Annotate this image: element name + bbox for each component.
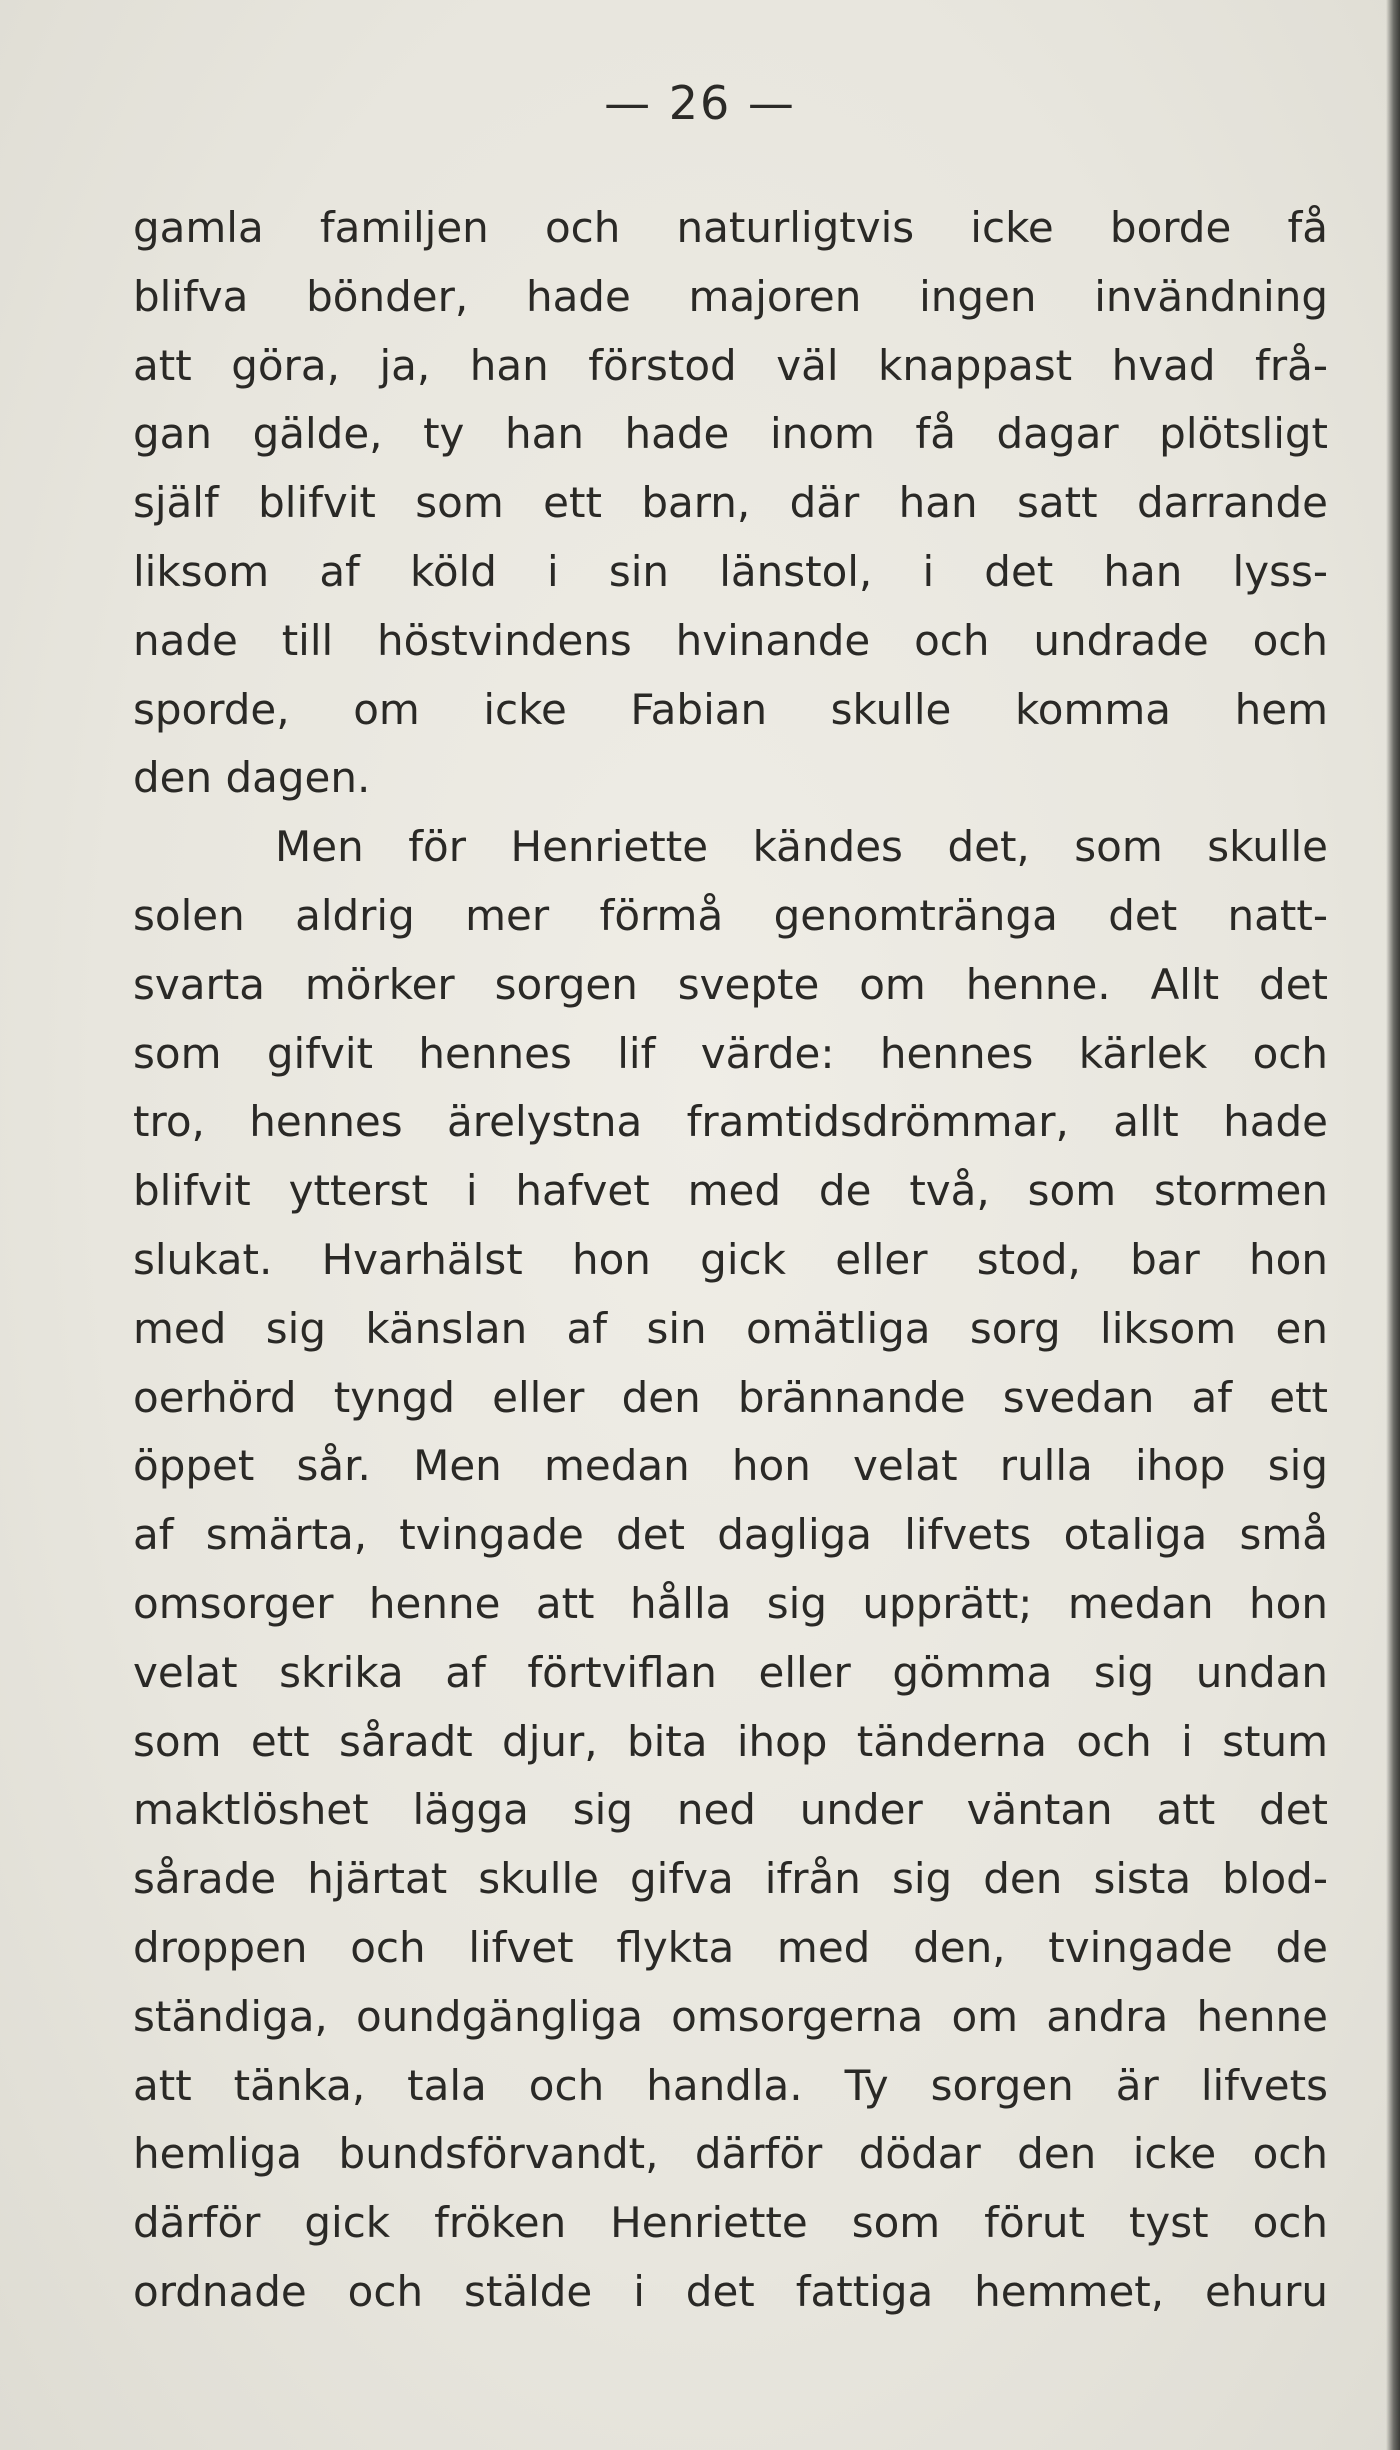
text-line: därför gick fröken Henriette som förut tyst och xyxy=(133,2198,1328,2248)
text-line: med sig känslan af sin omätliga sorg liksom en xyxy=(133,1303,1328,1353)
text-line: ständiga, oundgängliga omsorgerna om andra henne xyxy=(133,1991,1328,2041)
text-line: blifvit ytterst i hafvet med de två, som stormen xyxy=(133,1166,1328,1216)
text-line: som ett såradt djur, bita ihop tänderna och i stum xyxy=(133,1716,1328,1766)
text-line: sårade hjärtat skulle gifva ifrån sig den sista blod- xyxy=(133,1854,1328,1904)
body-text xyxy=(133,194,1328,2327)
text-line: att göra, ja, han förstod väl knappast hvad frå- xyxy=(133,340,1328,390)
text-line: ordnade och stälde i det fattiga hemmet, ehuru xyxy=(133,2266,1328,2316)
text-line: velat skrika af förtviflan eller gömma sig undan xyxy=(133,1647,1328,1697)
text-line: gan gälde, ty han hade inom få dagar plötsligt xyxy=(133,409,1328,459)
text-line: solen aldrig mer förmå genomtränga det natt- xyxy=(133,890,1328,940)
text-line: liksom af köld i sin länstol, i det han lyss- xyxy=(133,546,1328,596)
text-line: omsorger henne att hålla sig upprätt; medan hon xyxy=(133,1578,1328,1628)
text-line: hemliga bundsförvandt, därför dödar den icke och xyxy=(133,2129,1328,2179)
text-line: slukat. Hvarhälst hon gick eller stod, bar hon xyxy=(133,1234,1328,1284)
text-line: själf blifvit som ett barn, där han satt darrande xyxy=(133,478,1328,528)
text-line: blifva bönder, hade majoren ingen invändning xyxy=(133,271,1328,321)
text-line: tro, hennes ärelystna framtidsdrömmar, allt hade xyxy=(133,1097,1328,1147)
page-number: — 26 — xyxy=(604,76,796,130)
text-line: oerhörd tyngd eller den brännande svedan af ett xyxy=(133,1372,1328,1422)
text-line: att tänka, tala och handla. Ty sorgen är lifvets xyxy=(133,2060,1328,2110)
page-edge-shadow xyxy=(1386,0,1400,2450)
text-line: som gifvit hennes lif värde: hennes kärlek och xyxy=(133,1028,1328,1078)
text-line: droppen och lifvet flykta med den, tvingade de xyxy=(133,1922,1328,1972)
text-line: gamla familjen och naturligtvis icke borde få xyxy=(133,203,1328,252)
text-line: af smärta, tvingade det dagliga lifvets otaliga små xyxy=(133,1510,1328,1560)
text-line: öppet sår. Men medan hon velat rulla ihop sig xyxy=(133,1441,1328,1491)
text-line: nade till höstvindens hvinande och undrade och xyxy=(133,615,1328,665)
text-line: sporde, om icke Fabian skulle komma hem xyxy=(133,684,1328,734)
text-line: svarta mörker sorgen svepte om henne. Allt det xyxy=(133,959,1328,1009)
paragraph-end-line: den dagen. xyxy=(133,753,371,803)
paragraph-start-line: Men för Henriette kändes det, som skulle xyxy=(275,822,1328,872)
text-line: maktlöshet lägga sig ned under väntan att det xyxy=(133,1785,1328,1835)
